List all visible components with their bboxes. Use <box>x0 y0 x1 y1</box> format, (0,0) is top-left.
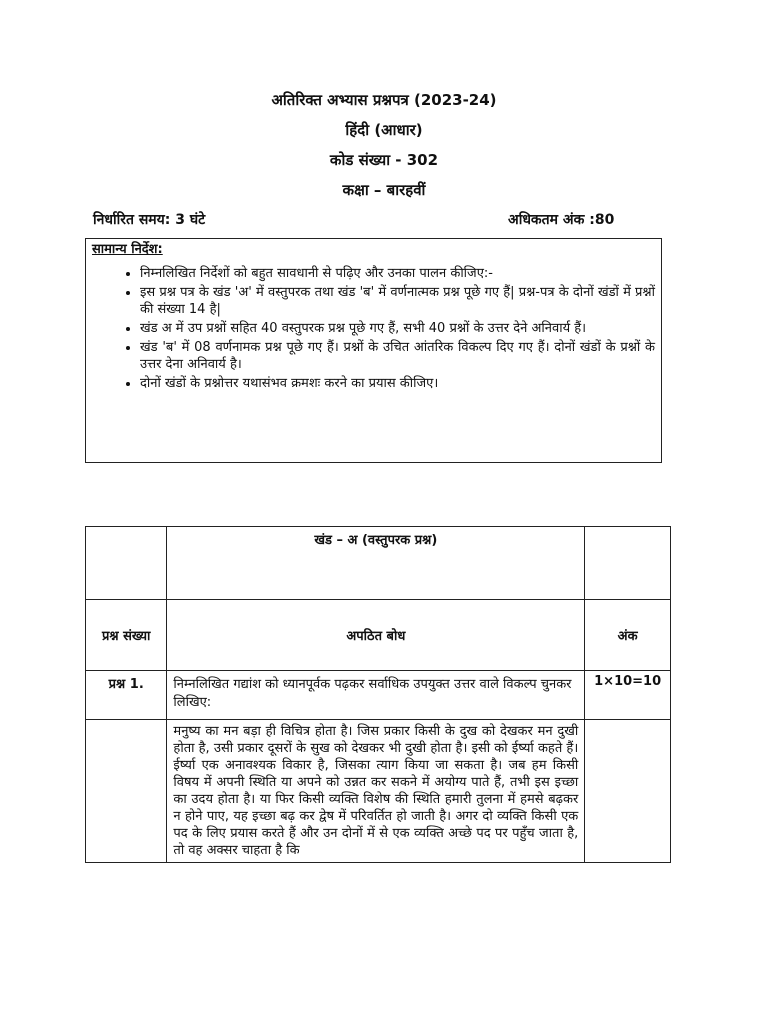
column-header-question-no: प्रश्न संख्या <box>86 600 167 671</box>
empty-cell <box>585 720 671 863</box>
table-row <box>86 527 671 600</box>
question-instruction: निम्नलिखित गद्यांश को ध्यानपूर्वक पढ़कर सर्वाधिक उपयुक्त उत्तर वाले विकल्प चुनकर लिखिए: <box>167 671 585 720</box>
empty-cell <box>585 527 671 600</box>
passage-text: मनुष्य का मन बड़ा ही विचित्र होता है। जिस प्रकार किसी के दुख को देखकर मन दुखी होता है, उसी प्रकार दूसरों के सुख को देखकर भी दुखी होता है। इसी को ईर्ष्या कहते हैं। ईर्ष्या एक अनावश्यक विकार है, जिसका त्याग किया जा सकता है। जब हम किसी विषय में अपनी स्थिति या अपने को उन्नत कर सकने में अयोग्य पाते हैं, तभी इस इच्छा का उदय होता है। या फिर किसी व्यक्ति विशेष की स्थिति हमारी तुलना में हमसे बढ़कर न होने पाए, यह इच्छा बढ़ कर द्वेष में परिवर्तित हो जाती है। अगर दो व्यक्ति किसी एक पद के लिए प्रयास करते हैं और उन दोनों में से एक व्यक्ति अच्छे पद पर पहुँच जाता है, तो वह अक्सर चाहता है कि <box>167 720 585 863</box>
subject-title: हिंदी (आधार) <box>345 121 423 139</box>
time-allowed: निर्धारित समय: 3 घंटे <box>93 212 206 228</box>
table-header-row <box>86 600 671 671</box>
subject-code: कोड संख्या - 302 <box>329 151 439 169</box>
instruction-item: • खंड अ में उप प्रश्नों सहित 40 वस्तुपरक प्रश्न पूछे गए हैं, सभी 40 प्रश्नों के उत्तर देने अनिवार्य हैं। <box>140 320 655 337</box>
question-number: प्रश्न 1. <box>86 671 167 720</box>
table-row <box>86 671 671 720</box>
class-label: कक्षा – बारहवीं <box>342 181 426 199</box>
section-title: खंड – अ (वस्तुपरक प्रश्न) <box>167 527 585 600</box>
general-instructions-box <box>85 238 662 463</box>
instructions-list <box>92 265 655 392</box>
column-header-marks: अंक <box>585 600 671 671</box>
empty-cell <box>86 527 167 600</box>
instruction-item: • खंड 'ब' में 08 वर्णनामक प्रश्न पूछे गए हैं। प्रश्नों के उचित आंतरिक विकल्प दिए गए हैं। दोनों खंडों के प्रश्नों के उत्तर देना अनिवार्य है। <box>140 339 655 373</box>
empty-cell <box>86 720 167 863</box>
instructions-title: सामान्य निर्देश: <box>92 242 163 257</box>
instruction-item: • निम्नलिखित निर्देशों को बहुत सावधानी से पढ़िए और उनका पालन कीजिए:- <box>140 265 655 282</box>
section-a-table <box>85 526 671 863</box>
table-row <box>86 720 671 863</box>
paper-title: अतिरिक्त अभ्यास प्रश्नपत्र (2023-24) <box>271 91 497 109</box>
maximum-marks: अधिकतम अंक :80 <box>508 212 615 228</box>
column-header-topic: अपठित बोध <box>167 600 585 671</box>
instruction-item: • दोनों खंडों के प्रश्नोत्तर यथासंभव क्रमशः करने का प्रयास कीजिए। <box>140 375 655 392</box>
question-marks: 1×10=10 <box>585 671 671 720</box>
instruction-item: • इस प्रश्न पत्र के खंड 'अ' में वस्तुपरक तथा खंड 'ब' में वर्णनात्मक प्रश्न पूछे गए हैं| प्रश्न-पत्र के दोनों खंडों में प्रश्नों की संख्या 14 है| <box>140 284 655 318</box>
